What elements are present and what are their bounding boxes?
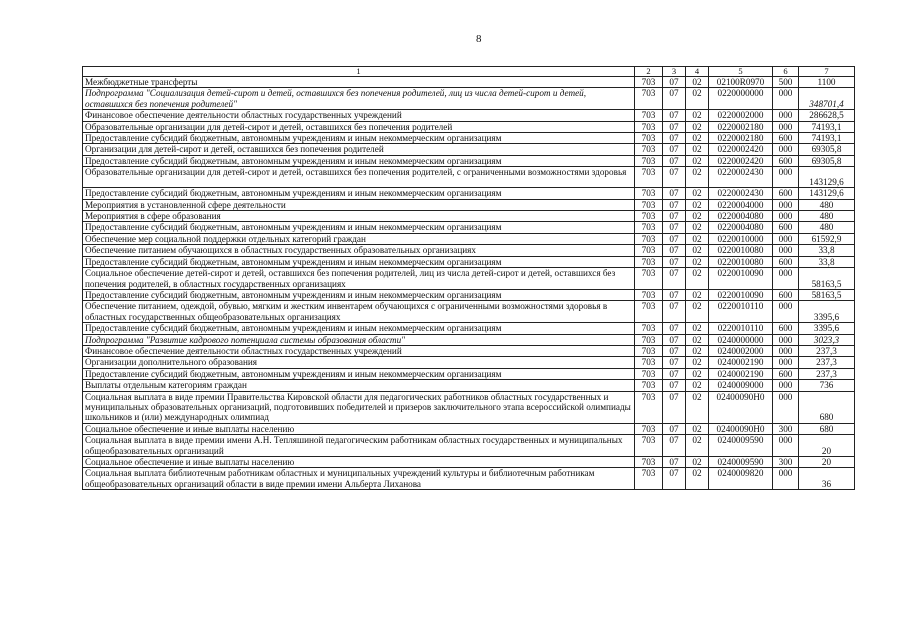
row-expense-type-cell: 000 xyxy=(773,144,799,155)
header-cell-3: 3 xyxy=(663,67,686,77)
row-name-cell: Социальное обеспечение детей-сирот и детей, оставшихся без попечения родителей, лиц из числа детей-сирот и детей, оставшихся без попечения родителей, в областных государственных организациях xyxy=(83,268,635,290)
table-row xyxy=(83,334,855,345)
row-amount-cell: 237,3 xyxy=(799,368,855,379)
row-name-cell: Социальная выплата в виде премии Правительства Кировской области для педагогических работников областных государственных и муниципальных образовательных организаций, подготовивших победителей и призеров заключительного этапа всероссийской олимпиады школьников и (или) международных олимпиад xyxy=(83,391,635,423)
row-code-cell: 703 xyxy=(635,144,663,155)
row-expense-type-cell: 500 xyxy=(773,77,799,88)
row-target-article-cell: 0240002000 xyxy=(709,345,773,356)
row-amount-cell: 680 xyxy=(799,423,855,434)
row-name-cell: Предоставление субсидий бюджетным, автономным учреждениям и иным некоммерческим организациям xyxy=(83,133,635,144)
table-row xyxy=(83,368,855,379)
row-section-cell: 07 xyxy=(663,77,686,88)
row-name-cell: Обеспечение питанием обучающихся в областных государственных образовательных организациях xyxy=(83,245,635,256)
header-cell-2: 2 xyxy=(635,67,663,77)
row-expense-type-cell: 000 xyxy=(773,357,799,368)
row-amount-cell: 480 xyxy=(799,222,855,233)
row-amount-cell: 58163,5 xyxy=(799,268,855,290)
row-expense-type-cell: 000 xyxy=(773,121,799,132)
row-subsection-cell: 02 xyxy=(686,435,709,457)
row-target-article-cell: 0220010090 xyxy=(709,268,773,290)
row-section-cell: 07 xyxy=(663,110,686,121)
row-target-article-cell: 02100R0970 xyxy=(709,77,773,88)
row-code-cell: 703 xyxy=(635,289,663,300)
row-subsection-cell: 02 xyxy=(686,133,709,144)
row-name-cell: Финансовое обеспечение деятельности областных государственных учреждений xyxy=(83,110,635,121)
row-code-cell: 703 xyxy=(635,199,663,210)
row-target-article-cell: 02400090Н0 xyxy=(709,423,773,434)
row-target-article-cell: 0220004000 xyxy=(709,199,773,210)
row-code-cell: 703 xyxy=(635,391,663,423)
table-row xyxy=(83,199,855,210)
row-name-cell: Мероприятия в установленной сфере деятельности xyxy=(83,199,635,210)
row-subsection-cell: 02 xyxy=(686,268,709,290)
row-code-cell: 703 xyxy=(635,380,663,391)
row-expense-type-cell: 600 xyxy=(773,188,799,199)
row-expense-type-cell: 000 xyxy=(773,391,799,423)
row-name-cell: Предоставление субсидий бюджетным, автономным учреждениям и иным некоммерческим организациям xyxy=(83,323,635,334)
row-expense-type-cell: 000 xyxy=(773,110,799,121)
row-name-cell: Предоставление субсидий бюджетным, автономным учреждениям и иным некоммерческим организациям xyxy=(83,289,635,300)
row-amount-cell: 36 xyxy=(799,468,855,490)
row-subsection-cell: 02 xyxy=(686,110,709,121)
table-row xyxy=(83,167,855,188)
row-target-article-cell: 0240009820 xyxy=(709,468,773,490)
row-section-cell: 07 xyxy=(663,391,686,423)
row-expense-type-cell: 000 xyxy=(773,468,799,490)
row-target-article-cell: 0240009000 xyxy=(709,380,773,391)
row-expense-type-cell: 600 xyxy=(773,256,799,267)
budget-table-container xyxy=(82,66,854,490)
row-subsection-cell: 02 xyxy=(686,323,709,334)
row-target-article-cell: 0240009590 xyxy=(709,457,773,468)
row-name-cell: Финансовое обеспечение деятельности областных государственных учреждений xyxy=(83,345,635,356)
row-name-cell: Социальное обеспечение и иные выплаты населению xyxy=(83,457,635,468)
row-expense-type-cell: 000 xyxy=(773,268,799,290)
row-name-cell: Организации для детей-сирот и детей, оставшихся без попечения родителей xyxy=(83,144,635,155)
row-amount-cell: 20 xyxy=(799,435,855,457)
row-subsection-cell: 02 xyxy=(686,88,709,110)
row-target-article-cell: 0220010110 xyxy=(709,323,773,334)
row-amount-cell: 480 xyxy=(799,211,855,222)
row-target-article-cell: 0220010000 xyxy=(709,233,773,244)
row-section-cell: 07 xyxy=(663,133,686,144)
row-subsection-cell: 02 xyxy=(686,121,709,132)
row-code-cell: 703 xyxy=(635,457,663,468)
row-code-cell: 703 xyxy=(635,323,663,334)
table-row xyxy=(83,155,855,166)
row-target-article-cell: 0240002190 xyxy=(709,368,773,379)
row-name-cell: Предоставление субсидий бюджетным, автономным учреждениям и иным некоммерческим организациям xyxy=(83,256,635,267)
row-name-cell: Подпрограмма "Социализация детей-сирот и детей, оставшихся без попечения родителей, лиц из числа детей-сирот и детей, оставшихся без попечения родителей" xyxy=(83,88,635,110)
row-target-article-cell: 0240009590 xyxy=(709,435,773,457)
row-code-cell: 703 xyxy=(635,334,663,345)
row-amount-cell: 680 xyxy=(799,391,855,423)
row-name-cell: Образовательные организации для детей-сирот и детей, оставшихся без попечения родителей, с ограниченными возможностями здоровья xyxy=(83,167,635,188)
row-section-cell: 07 xyxy=(663,435,686,457)
row-target-article-cell: 0220002180 xyxy=(709,133,773,144)
row-name-cell: Обеспечение питанием, одеждой, обувью, мягким и жестким инвентарем обучающихся с ограниченными возможностями здоровья в областных государственных общеобразовательных организациях xyxy=(83,301,635,323)
table-row xyxy=(83,88,855,110)
row-target-article-cell: 0220002430 xyxy=(709,188,773,199)
row-target-article-cell: 0220010110 xyxy=(709,301,773,323)
row-expense-type-cell: 300 xyxy=(773,423,799,434)
row-expense-type-cell: 000 xyxy=(773,301,799,323)
row-name-cell: Мероприятия в сфере образования xyxy=(83,211,635,222)
row-target-article-cell: 0220004080 xyxy=(709,211,773,222)
table-row xyxy=(83,256,855,267)
table-row xyxy=(83,188,855,199)
table-row xyxy=(83,121,855,132)
row-code-cell: 703 xyxy=(635,88,663,110)
row-subsection-cell: 02 xyxy=(686,334,709,345)
table-row xyxy=(83,222,855,233)
header-cell-5: 5 xyxy=(709,67,773,77)
row-target-article-cell: 0240002190 xyxy=(709,357,773,368)
row-code-cell: 703 xyxy=(635,77,663,88)
header-cell-4: 4 xyxy=(686,67,709,77)
row-amount-cell: 69305,8 xyxy=(799,144,855,155)
row-name-cell: Организации дополнительного образования xyxy=(83,357,635,368)
row-subsection-cell: 02 xyxy=(686,391,709,423)
row-section-cell: 07 xyxy=(663,323,686,334)
row-section-cell: 07 xyxy=(663,457,686,468)
table-header-row xyxy=(83,67,855,77)
row-amount-cell: 33,8 xyxy=(799,256,855,267)
row-section-cell: 07 xyxy=(663,301,686,323)
row-section-cell: 07 xyxy=(663,357,686,368)
row-name-cell: Предоставление субсидий бюджетным, автономным учреждениям и иным некоммерческим организациям xyxy=(83,188,635,199)
row-section-cell: 07 xyxy=(663,211,686,222)
row-target-article-cell: 0220010080 xyxy=(709,256,773,267)
table-row xyxy=(83,144,855,155)
row-expense-type-cell: 600 xyxy=(773,222,799,233)
row-target-article-cell: 02400090Н0 xyxy=(709,391,773,423)
row-amount-cell: 74193,1 xyxy=(799,121,855,132)
row-section-cell: 07 xyxy=(663,88,686,110)
table-row xyxy=(83,233,855,244)
row-amount-cell: 237,3 xyxy=(799,345,855,356)
row-subsection-cell: 02 xyxy=(686,380,709,391)
row-name-cell: Обеспечение мер социальной поддержки отдельных категорий граждан xyxy=(83,233,635,244)
row-expense-type-cell: 000 xyxy=(773,245,799,256)
row-subsection-cell: 02 xyxy=(686,211,709,222)
row-target-article-cell: 0220010080 xyxy=(709,245,773,256)
row-name-cell: Выплаты отдельным категориям граждан xyxy=(83,380,635,391)
row-code-cell: 703 xyxy=(635,121,663,132)
row-code-cell: 703 xyxy=(635,468,663,490)
table-row xyxy=(83,268,855,290)
row-amount-cell: 74193,1 xyxy=(799,133,855,144)
row-section-cell: 07 xyxy=(663,233,686,244)
row-target-article-cell: 0220002000 xyxy=(709,110,773,121)
row-amount-cell: 69305,8 xyxy=(799,155,855,166)
row-subsection-cell: 02 xyxy=(686,222,709,233)
row-name-cell: Социальное обеспечение и иные выплаты населению xyxy=(83,423,635,434)
row-expense-type-cell: 600 xyxy=(773,289,799,300)
row-code-cell: 703 xyxy=(635,211,663,222)
table-row xyxy=(83,345,855,356)
row-subsection-cell: 02 xyxy=(686,423,709,434)
row-section-cell: 07 xyxy=(663,380,686,391)
row-expense-type-cell: 600 xyxy=(773,133,799,144)
row-amount-cell: 736 xyxy=(799,380,855,391)
row-section-cell: 07 xyxy=(663,222,686,233)
table-row xyxy=(83,110,855,121)
table-row xyxy=(83,468,855,490)
row-amount-cell: 143129,6 xyxy=(799,188,855,199)
header-cell-1: 1 xyxy=(83,67,635,77)
row-code-cell: 703 xyxy=(635,188,663,199)
budget-table xyxy=(82,66,855,490)
row-code-cell: 703 xyxy=(635,167,663,188)
row-section-cell: 07 xyxy=(663,155,686,166)
row-code-cell: 703 xyxy=(635,268,663,290)
row-target-article-cell: 0220002180 xyxy=(709,121,773,132)
row-section-cell: 07 xyxy=(663,345,686,356)
row-section-cell: 07 xyxy=(663,167,686,188)
row-subsection-cell: 02 xyxy=(686,199,709,210)
row-subsection-cell: 02 xyxy=(686,167,709,188)
row-section-cell: 07 xyxy=(663,368,686,379)
row-amount-cell: 33,8 xyxy=(799,245,855,256)
row-amount-cell: 20 xyxy=(799,457,855,468)
row-amount-cell: 143129,6 xyxy=(799,167,855,188)
row-name-cell: Межбюджетные трансферты xyxy=(83,77,635,88)
row-amount-cell: 58163,5 xyxy=(799,289,855,300)
row-subsection-cell: 02 xyxy=(686,357,709,368)
row-section-cell: 07 xyxy=(663,199,686,210)
row-expense-type-cell: 000 xyxy=(773,380,799,391)
row-amount-cell: 480 xyxy=(799,199,855,210)
row-section-cell: 07 xyxy=(663,188,686,199)
row-subsection-cell: 02 xyxy=(686,289,709,300)
row-section-cell: 07 xyxy=(663,334,686,345)
row-subsection-cell: 02 xyxy=(686,188,709,199)
row-expense-type-cell: 000 xyxy=(773,167,799,188)
row-subsection-cell: 02 xyxy=(686,245,709,256)
row-expense-type-cell: 000 xyxy=(773,435,799,457)
row-code-cell: 703 xyxy=(635,233,663,244)
row-expense-type-cell: 000 xyxy=(773,88,799,110)
row-name-cell: Предоставление субсидий бюджетным, автономным учреждениям и иным некоммерческим организациям xyxy=(83,368,635,379)
row-code-cell: 703 xyxy=(635,301,663,323)
table-row xyxy=(83,133,855,144)
row-target-article-cell: 0220002420 xyxy=(709,144,773,155)
row-section-cell: 07 xyxy=(663,268,686,290)
row-target-article-cell: 0220002430 xyxy=(709,167,773,188)
row-expense-type-cell: 000 xyxy=(773,334,799,345)
row-section-cell: 07 xyxy=(663,256,686,267)
row-subsection-cell: 02 xyxy=(686,256,709,267)
table-row xyxy=(83,357,855,368)
table-row xyxy=(83,301,855,323)
row-target-article-cell: 0220002420 xyxy=(709,155,773,166)
table-row xyxy=(83,423,855,434)
row-code-cell: 703 xyxy=(635,357,663,368)
row-subsection-cell: 02 xyxy=(686,345,709,356)
row-section-cell: 07 xyxy=(663,423,686,434)
table-row xyxy=(83,211,855,222)
row-amount-cell: 1100 xyxy=(799,77,855,88)
row-subsection-cell: 02 xyxy=(686,368,709,379)
header-cell-6: 6 xyxy=(773,67,799,77)
row-amount-cell: 61592,9 xyxy=(799,233,855,244)
row-amount-cell: 348701,4 xyxy=(799,88,855,110)
row-section-cell: 07 xyxy=(663,245,686,256)
table-row xyxy=(83,391,855,423)
row-expense-type-cell: 600 xyxy=(773,155,799,166)
row-code-cell: 703 xyxy=(635,345,663,356)
table-row xyxy=(83,380,855,391)
row-subsection-cell: 02 xyxy=(686,301,709,323)
row-subsection-cell: 02 xyxy=(686,233,709,244)
page-number: 8 xyxy=(476,33,482,45)
row-amount-cell: 3023,3 xyxy=(799,334,855,345)
row-expense-type-cell: 000 xyxy=(773,199,799,210)
row-expense-type-cell: 000 xyxy=(773,233,799,244)
row-section-cell: 07 xyxy=(663,121,686,132)
row-name-cell: Социальная выплата библиотечным работникам областных и муниципальных учреждений культуры и библиотечным работникам общеобразовательных организаций области в виде премии имени Альберта Лиханова xyxy=(83,468,635,490)
row-code-cell: 703 xyxy=(635,256,663,267)
row-target-article-cell: 0220000000 xyxy=(709,88,773,110)
row-expense-type-cell: 000 xyxy=(773,211,799,222)
row-subsection-cell: 02 xyxy=(686,468,709,490)
row-code-cell: 703 xyxy=(635,155,663,166)
row-name-cell: Предоставление субсидий бюджетным, автономным учреждениям и иным некоммерческим организациям xyxy=(83,155,635,166)
row-target-article-cell: 0240000000 xyxy=(709,334,773,345)
row-name-cell: Подпрограмма "Развитие кадрового потенциала системы образования области" xyxy=(83,334,635,345)
row-expense-type-cell: 000 xyxy=(773,345,799,356)
row-name-cell: Предоставление субсидий бюджетным, автономным учреждениям и иным некоммерческим организациям xyxy=(83,222,635,233)
table-row xyxy=(83,323,855,334)
table-row xyxy=(83,457,855,468)
row-amount-cell: 3395,6 xyxy=(799,301,855,323)
row-code-cell: 703 xyxy=(635,133,663,144)
row-code-cell: 703 xyxy=(635,245,663,256)
row-expense-type-cell: 300 xyxy=(773,457,799,468)
row-code-cell: 703 xyxy=(635,435,663,457)
row-amount-cell: 237,3 xyxy=(799,357,855,368)
row-name-cell: Социальная выплата в виде премии имени А.Н. Тепляшиной педагогическим работникам областных государственных и муниципальных общеобразовательных организаций xyxy=(83,435,635,457)
row-section-cell: 07 xyxy=(663,144,686,155)
row-target-article-cell: 0220004080 xyxy=(709,222,773,233)
row-amount-cell: 286628,5 xyxy=(799,110,855,121)
table-row xyxy=(83,245,855,256)
row-section-cell: 07 xyxy=(663,289,686,300)
row-subsection-cell: 02 xyxy=(686,77,709,88)
table-row xyxy=(83,435,855,457)
table-row xyxy=(83,77,855,88)
row-code-cell: 703 xyxy=(635,368,663,379)
row-code-cell: 703 xyxy=(635,222,663,233)
row-subsection-cell: 02 xyxy=(686,457,709,468)
row-name-cell: Образовательные организации для детей-сирот и детей, оставшихся без попечения родителей xyxy=(83,121,635,132)
row-amount-cell: 3395,6 xyxy=(799,323,855,334)
row-section-cell: 07 xyxy=(663,468,686,490)
row-expense-type-cell: 600 xyxy=(773,368,799,379)
row-target-article-cell: 0220010090 xyxy=(709,289,773,300)
row-code-cell: 703 xyxy=(635,110,663,121)
row-subsection-cell: 02 xyxy=(686,144,709,155)
row-code-cell: 703 xyxy=(635,423,663,434)
row-expense-type-cell: 600 xyxy=(773,323,799,334)
header-cell-7: 7 xyxy=(799,67,855,77)
row-subsection-cell: 02 xyxy=(686,155,709,166)
table-row xyxy=(83,289,855,300)
